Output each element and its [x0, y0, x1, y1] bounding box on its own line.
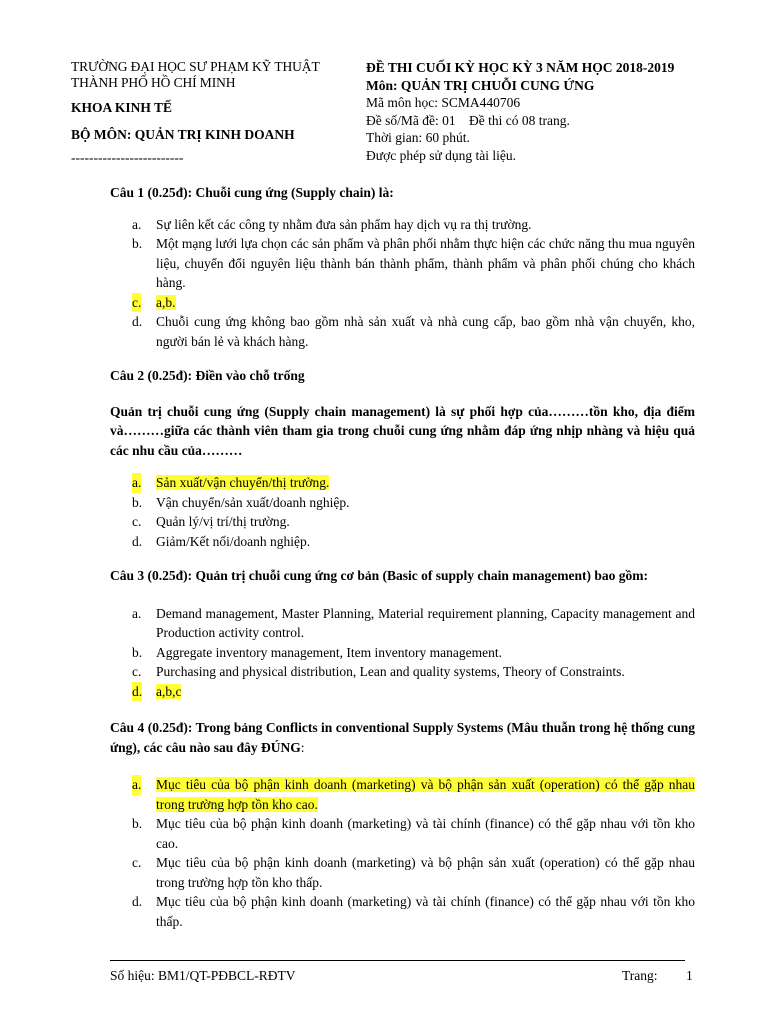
option-letter: a. [132, 605, 142, 621]
option-text-highlighted: a,b. [156, 294, 176, 310]
separator-dashes: ------------------------- [71, 150, 184, 165]
option-letter: b. [132, 494, 143, 510]
question-title: Câu 1 (0.25đ): Chuỗi cung ứng (Supply chain) là: [110, 185, 394, 200]
question-title-colon: : [300, 739, 305, 755]
option-d [110, 312, 695, 351]
option-text: Sự liên kết các công ty nhằm đưa sản phẩm hay dịch vụ ra thị trường. [156, 216, 532, 232]
option-text: Mục tiêu của bộ phận kinh doanh (marketing) và bộ phận sản xuất (operation) có thể gặp nhau trong trường hợp tồn kho thấp. [156, 855, 695, 890]
question-title [110, 718, 695, 757]
faculty-name: KHOA KINH TẾ [71, 100, 173, 115]
options-list [110, 473, 695, 551]
document-code: Số hiệu: BM1/QT-PĐBCL-RĐTV [110, 968, 296, 983]
option-c [110, 662, 695, 682]
options-list [110, 604, 695, 702]
page-count: Đề thi có 08 trang. [469, 112, 570, 128]
school-name-line1: TRƯỜNG ĐẠI HỌC SƯ PHẠM KỸ THUẬT [71, 59, 320, 74]
option-text-highlighted: a,b,c [156, 683, 182, 699]
option-text-highlighted: Mục tiêu của bộ phận kinh doanh (marketing) và bộ phận sản xuất (operation) có thể gặp nhau trong trường hợp tồn kho cao. [156, 777, 695, 812]
option-letter: b. [132, 816, 143, 831]
exam-duration: Thời gian: 60 phút. [366, 130, 470, 145]
option-text: Aggregate inventory management, Item inventory management. [156, 644, 503, 660]
option-a [110, 215, 695, 235]
question-1 [110, 183, 695, 351]
question-title-text: Câu 4 (0.25đ): Trong bảng Conflicts in conventional Supply Systems (Mâu thuẫn trong hệ thống cung ứng), các câu nào sau đây ĐÚNG [110, 720, 695, 755]
exam-number-row [366, 112, 711, 130]
option-d [110, 892, 695, 931]
option-letter: b. [132, 644, 143, 660]
option-text: Mục tiêu của bộ phận kinh doanh (marketing) và tài chính (finance) có thể gặp nhau với tồn kho cao. [156, 816, 695, 851]
option-b [110, 814, 695, 853]
question-3 [110, 566, 695, 701]
option-letter: a. [132, 216, 142, 232]
department-name: BỘ MÔN: QUẢN TRỊ KINH DOANH [71, 126, 295, 142]
option-letter: b. [132, 236, 143, 251]
option-letter: c. [132, 293, 141, 313]
school-name-line2: THÀNH PHỐ HỒ CHÍ MINH [71, 74, 236, 90]
footer-divider [110, 960, 685, 961]
page-footer [110, 960, 700, 986]
option-text: Mục tiêu của bộ phận kinh doanh (marketing) và tài chính (finance) có thể gặp nhau với tồn kho thấp. [156, 894, 695, 929]
option-letter: d. [132, 682, 142, 702]
option-letter: a. [132, 473, 141, 493]
option-letter: a. [132, 775, 141, 795]
exam-title: ĐỀ THI CUỐI KỲ HỌC KỲ 3 NĂM HỌC 2018-2019 [366, 60, 675, 75]
question-4 [110, 718, 695, 931]
option-letter: d. [132, 894, 143, 909]
page-number: 1 [686, 968, 693, 983]
options-list [110, 775, 695, 931]
institution-block [71, 59, 371, 168]
subject-code: Mã môn học: SCMA440706 [366, 95, 521, 110]
option-c [110, 293, 695, 313]
question-title: Câu 3 (0.25đ): Quản trị chuỗi cung ứng cơ bản (Basic of supply chain management) bao gồm: [110, 568, 649, 583]
question-2 [110, 366, 695, 551]
subject-name: Môn: QUẢN TRỊ CHUỖI CUNG ỨNG [366, 77, 595, 93]
exam-number: Đề số/Mã đề: 01 [366, 112, 456, 128]
option-d [110, 682, 695, 702]
option-letter: c. [132, 664, 142, 679]
options-list [110, 215, 695, 352]
page-label: Trang: [622, 968, 658, 983]
footer-row [110, 966, 700, 986]
option-text-highlighted: Sản xuất/vận chuyển/thị trường. [156, 475, 330, 490]
option-a [110, 604, 695, 643]
option-b [110, 234, 695, 293]
option-letter: d. [132, 314, 143, 329]
option-text: Quản lý/vị trí/thị trường. [156, 514, 290, 529]
option-a [110, 473, 695, 493]
option-text: Một mạng lưới lựa chọn các sản phẩm và phân phối nhằm thực hiện các chức năng thu mua nguyên liệu, chuyển đổi nguyên liệu thành bán thành phẩm, thành phẩm và phân phối chúng cho khách hàng. [156, 236, 695, 290]
option-c [110, 853, 695, 892]
option-text: Giảm/Kết nối/doanh nghiệp. [156, 533, 311, 549]
questions-list [110, 183, 695, 931]
materials-note: Được phép sử dụng tài liệu. [366, 147, 516, 163]
option-text: Chuỗi cung ứng không bao gồm nhà sản xuất và nhà cung cấp, bao gồm nhà vận chuyển, kho, người bán lẻ và khách hàng. [156, 314, 695, 349]
option-b [110, 493, 695, 513]
question-title: Câu 2 (0.25đ): Điền vào chỗ trống [110, 368, 305, 383]
option-d [110, 532, 695, 552]
option-a [110, 775, 695, 814]
option-text: Vận chuyển/sản xuất/doanh nghiệp. [156, 494, 350, 510]
exam-info-block [366, 59, 711, 164]
option-text: Purchasing and physical distribution, Lean and quality systems, Theory of Constraints. [156, 664, 625, 679]
option-text: Demand management, Master Planning, Material requirement planning, Capacity management and Production activity control. [156, 605, 695, 640]
question-stem: Quản trị chuỗi cung ứng (Supply chain management) là sự phối hợp của………tồn kho, địa điểm và………giữa các thành viên tham gia trong chuỗi cung ứng nhằm đáp ứng nhịp nhàng và hiệu quả các nhu cầu của……… [110, 403, 695, 458]
option-b [110, 643, 695, 663]
option-letter: c. [132, 855, 142, 870]
option-letter: d. [132, 533, 143, 549]
option-letter: c. [132, 514, 142, 529]
option-c [110, 512, 695, 532]
